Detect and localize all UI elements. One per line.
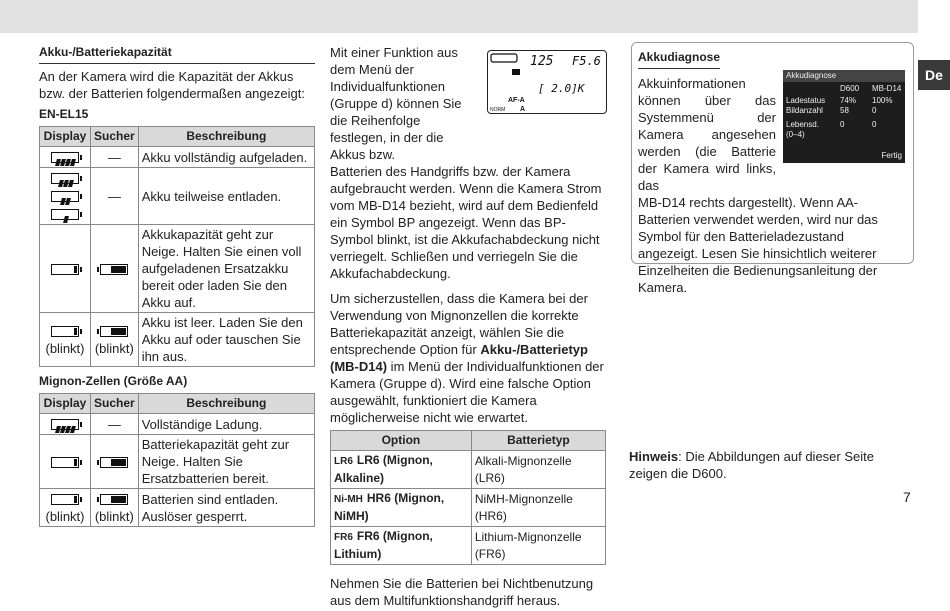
paragraph: Um sicherzustellen, dass die Kamera bei der Verwendung von Mignonzellen die korrekte Batteriekapazität anzeigt, wählen Sie die entsprechende Option für Akku-/Batterietyp (MB-D14) im Menü der Individualfunktionen der Kamera (Gruppe d). Wird eine falsche Option ausgewählt, funktioniert die Kamera möglicherweise nicht wie erwartet. — [330, 291, 604, 425]
en-el15-title: EN-EL15 — [39, 107, 89, 121]
battery-type-table — [330, 430, 606, 565]
paragraph: Akkuinformationen können über das Systemmenü der Kamera angesehen werden (die Batterie der Kamera wird links, das — [638, 76, 776, 193]
table-header: Display — [40, 394, 91, 414]
battery-empty-icon — [51, 494, 79, 505]
box-heading: Akkudiagnose — [638, 49, 720, 69]
lcd-norm: NORM — [490, 107, 506, 113]
battery-full-icon — [51, 152, 79, 163]
control-panel-illustration — [487, 50, 607, 114]
viewfinder-battery-low-icon — [100, 264, 128, 275]
table-header: Beschreibung — [138, 127, 314, 147]
paragraph: Batterien des Handgriffs bzw. der Kamera aufgebraucht werden. Wenn die Kamera Strom vom MB-D14 bezieht, wird auf dem Bedienfeld ein Symbol BP angezeigt. Wenn das BP-Symbol blinkt, ist die Akkufachabdeckung nicht verriegelt. Schließen und verriegeln Sie die Akkufachabdeckung. — [330, 164, 602, 281]
lcd-drawing — [488, 51, 606, 113]
table-row: — Akku vollständig aufgeladen. — [40, 147, 315, 168]
viewfinder-battery-empty-icon — [100, 326, 128, 337]
table-row: (blinkt) (blinkt) Batterien sind entladen. Auslöser gesperrt. — [40, 489, 315, 527]
mignon-table — [39, 393, 315, 527]
intro-text: An der Kamera wird die Kapazität der Akkus bzw. der Batterien folgendermaßen angezeigt: — [39, 69, 305, 101]
battery-info-screen: Akkudiagnose D600 MB-D14 Ladestatus 74% 100% Bildanzahl 58 0 Lebensd. 0 0 (0–4) Fertig — [783, 70, 905, 163]
battery-fr6-icon: FR6 — [334, 532, 353, 543]
ok-label: Fertig — [881, 151, 902, 160]
paragraph: MB-D14 rechts dargestellt). Wenn AA-Batterien verwendet werden, wird nur das Symbol für den Batterieladezustand angezeigt. Lesen Sie hinsichtlich weiterer Einzelheiten die Bedienungsanleitung der Kamera. — [638, 195, 878, 295]
page-number: 7 — [903, 489, 911, 505]
battery-low-icon — [51, 264, 79, 275]
paragraph: Mit einer Funktion aus dem Menü der Individualfunktionen (Gruppe d) können Sie die Reihenfolge festlegen, in der die Akkus bzw. — [330, 45, 462, 162]
viewfinder-battery-low-icon — [100, 457, 128, 468]
battery-2-bars-icon — [51, 191, 79, 202]
mignon-title: Mignon-Zellen (Größe AA) — [39, 374, 188, 389]
table-row: LR6 LR6 (Mignon, Alkaline) Alkali-Mignonzelle (LR6) — [331, 451, 606, 489]
en-el15-table — [39, 126, 315, 367]
table-row: Akkukapazität geht zur Neige. Halten Sie einen voll aufgeladenen Ersatzakku bereit oder laden Sie den Akku auf. — [40, 225, 315, 313]
table-row: Batteriekapazität geht zur Neige. Halten Sie Ersatzbatterien bereit. — [40, 435, 315, 489]
table-header: Display — [40, 127, 91, 147]
table-row: — Akku teilweise entladen. — [40, 168, 315, 225]
battery-low-icon — [51, 457, 79, 468]
lcd-count: [ 2.0]K — [538, 82, 585, 95]
table-header: Option — [331, 431, 472, 451]
battery-order-section — [330, 44, 606, 611]
battery-capacity-section — [39, 44, 315, 527]
battery-full-icon — [51, 419, 79, 430]
battery-nimh-icon: Ni-MH — [334, 494, 363, 505]
table-row: FR6 FR6 (Mignon, Lithium) Lithium-Mignonzelle (FR6) — [331, 527, 606, 565]
table-row: (blinkt) (blinkt) Akku ist leer. Laden Sie den Akku auf oder tauschen Sie ihn aus. — [40, 313, 315, 367]
top-bar — [0, 0, 918, 33]
language-tab: De — [918, 60, 950, 90]
viewfinder-battery-empty-icon — [100, 494, 128, 505]
battery-1-bar-icon — [51, 209, 79, 220]
table-row: — Vollständige Ladung. — [40, 414, 315, 435]
battery-3-bars-icon — [51, 173, 79, 184]
paragraph: Nehmen Sie die Batterien bei Nichtbenutzung aus dem Multifunktionshandgriff heraus. — [330, 576, 594, 608]
lcd-a: A — [520, 106, 526, 113]
table-header: Batterietyp — [471, 431, 605, 451]
lcd-shutter: 125 — [530, 54, 554, 69]
table-row: Ni-MH HR6 (Mignon, NiMH) NiMH-Mignonzelle (HR6) — [331, 489, 606, 527]
table-header: Sucher — [91, 127, 139, 147]
lcd-aperture: F5.6 — [572, 54, 601, 68]
section-heading: Akku-/Batteriekapazität — [39, 44, 315, 64]
table-header: Beschreibung — [138, 394, 314, 414]
battery-empty-icon — [51, 326, 79, 337]
battery-lr6-icon: LR6 — [334, 456, 353, 467]
table-header: Sucher — [91, 394, 139, 414]
lcd-af: AF-A — [508, 97, 525, 104]
note: Hinweis: Die Abbildungen auf dieser Seite zeigen die D600. — [629, 449, 874, 481]
